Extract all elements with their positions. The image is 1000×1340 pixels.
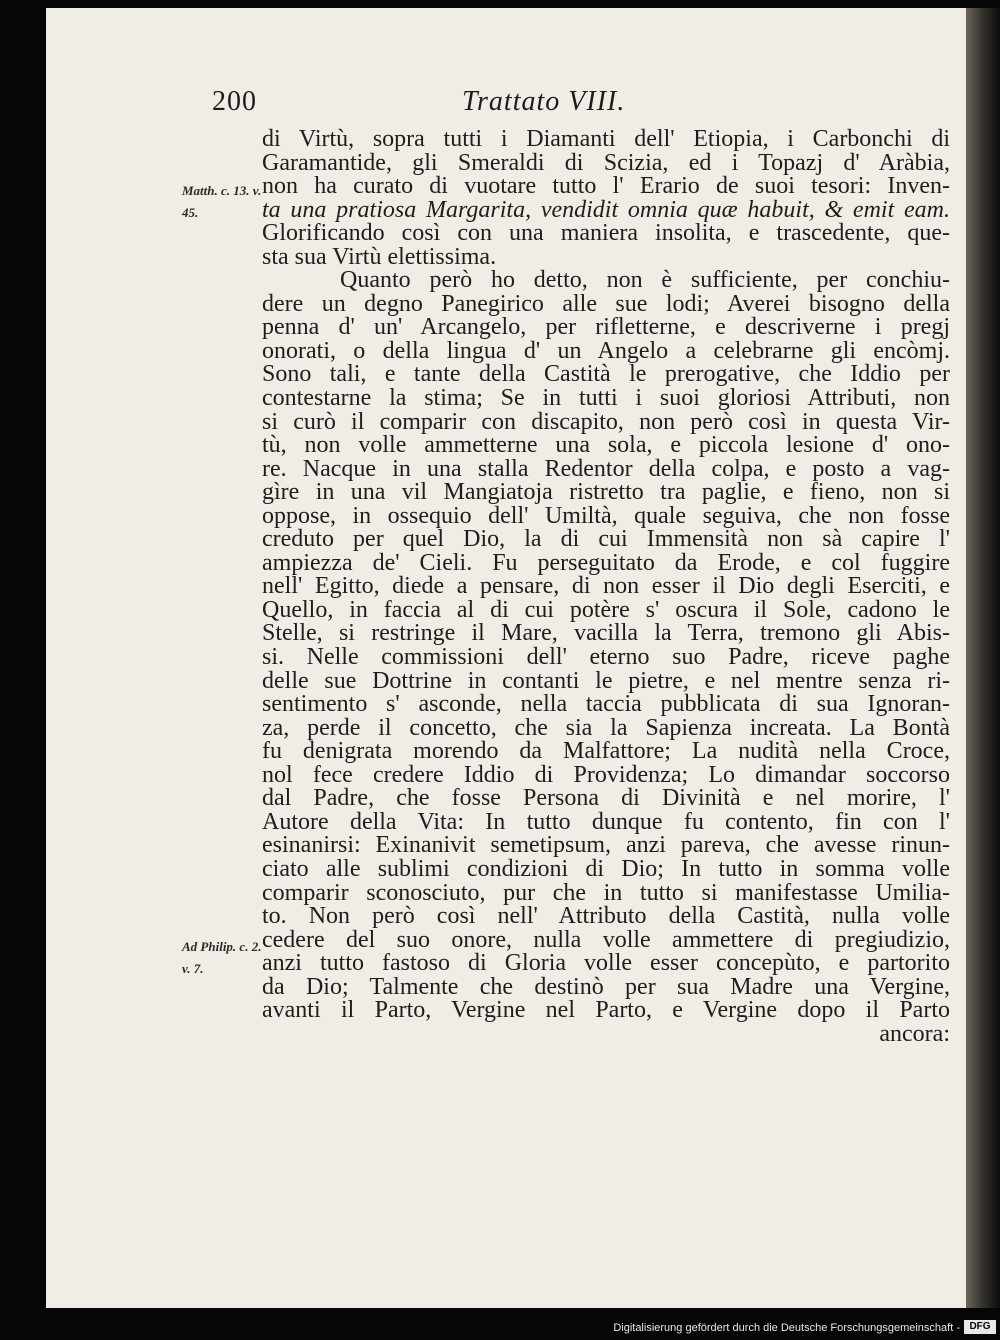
text-line: non ha curato di vuotare tutto l' Erario de suoi tesori: Inven- [262,173,950,200]
text-line: fu denigrata morendo da Malfattore; La nudità nella Croce, [262,738,950,765]
text-line: tù, non volle ammetterne una sola, e piccola lesione d' ono- [262,432,950,459]
running-title: Trattato VIII. [462,86,626,117]
text-line: Glorificando così con una maniera insolita, e trascedente, que- [262,220,950,247]
footer-bar [0,1308,1000,1340]
text-line: delle sue Dottrine in contanti le pietre, e nel mentre senza ri- [262,667,950,694]
text-line: sentimento s' asconde, nella taccia pubblicata di sua Ignoran- [262,691,950,718]
text-line: dere un degno Panegirico alle sue lodi; Averei bisogno della [262,290,950,317]
text-line: di Virtù, sopra tutti i Diamanti dell' Etiopia, i Carbonchi di [262,126,950,152]
text-line: si curò il comparir con discapito, non però così in questa Vir- [262,408,950,435]
text-line: Sono tali, e tante della Castità le prerogative, che Iddio per [262,361,950,388]
digitization-credit: Digitalisierung gefördert durch die Deutsche Forschungsgemeinschaft - [613,1322,960,1334]
text-line: oppose, in ossequio dell' Umiltà, quale seguiva, che non fosse [262,502,950,529]
text-line: penna d' un' Arcangelo, per rifletterne, e descriverne i pregj [262,314,950,341]
text-line: ciato alle sublimi condizioni di Dio; In tutto in somma volle [262,855,950,882]
text-line: comparir sconosciuto, pur che in tutto si manifestasse Umilia- [262,879,950,906]
text-line: Stelle, si restringe il Mare, vacilla la Terra, tremono gli Abis- [262,620,950,647]
text-line: ta una pratiosa Margarita, vendidit omnia quæ habuit, & emit eam. [262,196,950,223]
page-number: 200 [212,86,257,117]
text-line: nell' Egitto, diede a pensare, di non esser il Dio degli Eserciti, e [262,573,950,600]
text-line: esinanirsi: Exinanivit semetipsum, anzi pareva, che avesse rinun- [262,832,950,859]
book-spine [966,8,1000,1308]
text-line: Garamantide, gli Smeraldi di Scizia, ed i Topazj d' Aràbia, [262,149,950,176]
text-line: gìre in una vil Mangiatoja ristretto tra paglie, e fieno, non si [262,479,950,506]
text-line: avanti il Parto, Vergine nel Parto, e Vergine dopo il Parto [262,997,950,1024]
catchword: ancora: [879,1020,950,1047]
text-line: anzi tutto fastoso di Gloria volle esser concepùto, e partorito [262,950,950,977]
margin-note-matthew: Matth. c. 13. v. 45. [182,183,262,220]
text-line: creduto per quel Dio, la di cui Immensità non sà capire l' [262,526,950,553]
text-line: si. Nelle commissioni dell' eterno suo Padre, riceve paghe [262,644,950,671]
text-line: sta sua Virtù elettissima. [262,243,497,270]
text-line: Autore della Vita: In tutto dunque fu contento, fin con l' [262,808,950,835]
text-line: to. Non però così nell' Attributo della Castità, nulla volle [262,903,950,930]
body-text [262,128,950,1046]
text-line: za, perde il concetto, che sia la Sapienza increata. La Bontà [262,714,950,741]
text-line: re. Nacque in una stalla Redentor della colpa, e posto a vag- [262,455,950,482]
text-line: contestarne la stima; Se in tutti i suoi gloriosi Attributi, non [262,385,950,412]
text-line: nol fece credere Iddio di Providenza; Lo dimandar soccorso [262,761,950,788]
text-line: dal Padre, che fosse Persona di Divinità e nel morire, l' [262,785,950,812]
text-line: ampiezza de' Cieli. Fu perseguitato da Erode, e col fuggire [262,549,950,576]
text-line: cedere del suo onore, nulla volle ammettere di pregiudizio, [262,926,950,953]
text-line: Quello, in faccia al di cui potère s' oscura il Sole, cadono le [262,596,950,623]
text-line: onorati, o della lingua d' un Angelo a celebrarne gli encòmj. [262,337,950,364]
text-line: da Dio; Talmente che destinò per sua Madre una Vergine, [262,973,950,1000]
dfg-logo: DFG [964,1320,996,1334]
page-header [212,86,962,126]
margin-note-philippians: Ad Philip. c. 2. v. 7. [182,939,262,976]
text-line: Quanto però ho detto, non è sufficiente, per conchiu- [340,267,950,294]
